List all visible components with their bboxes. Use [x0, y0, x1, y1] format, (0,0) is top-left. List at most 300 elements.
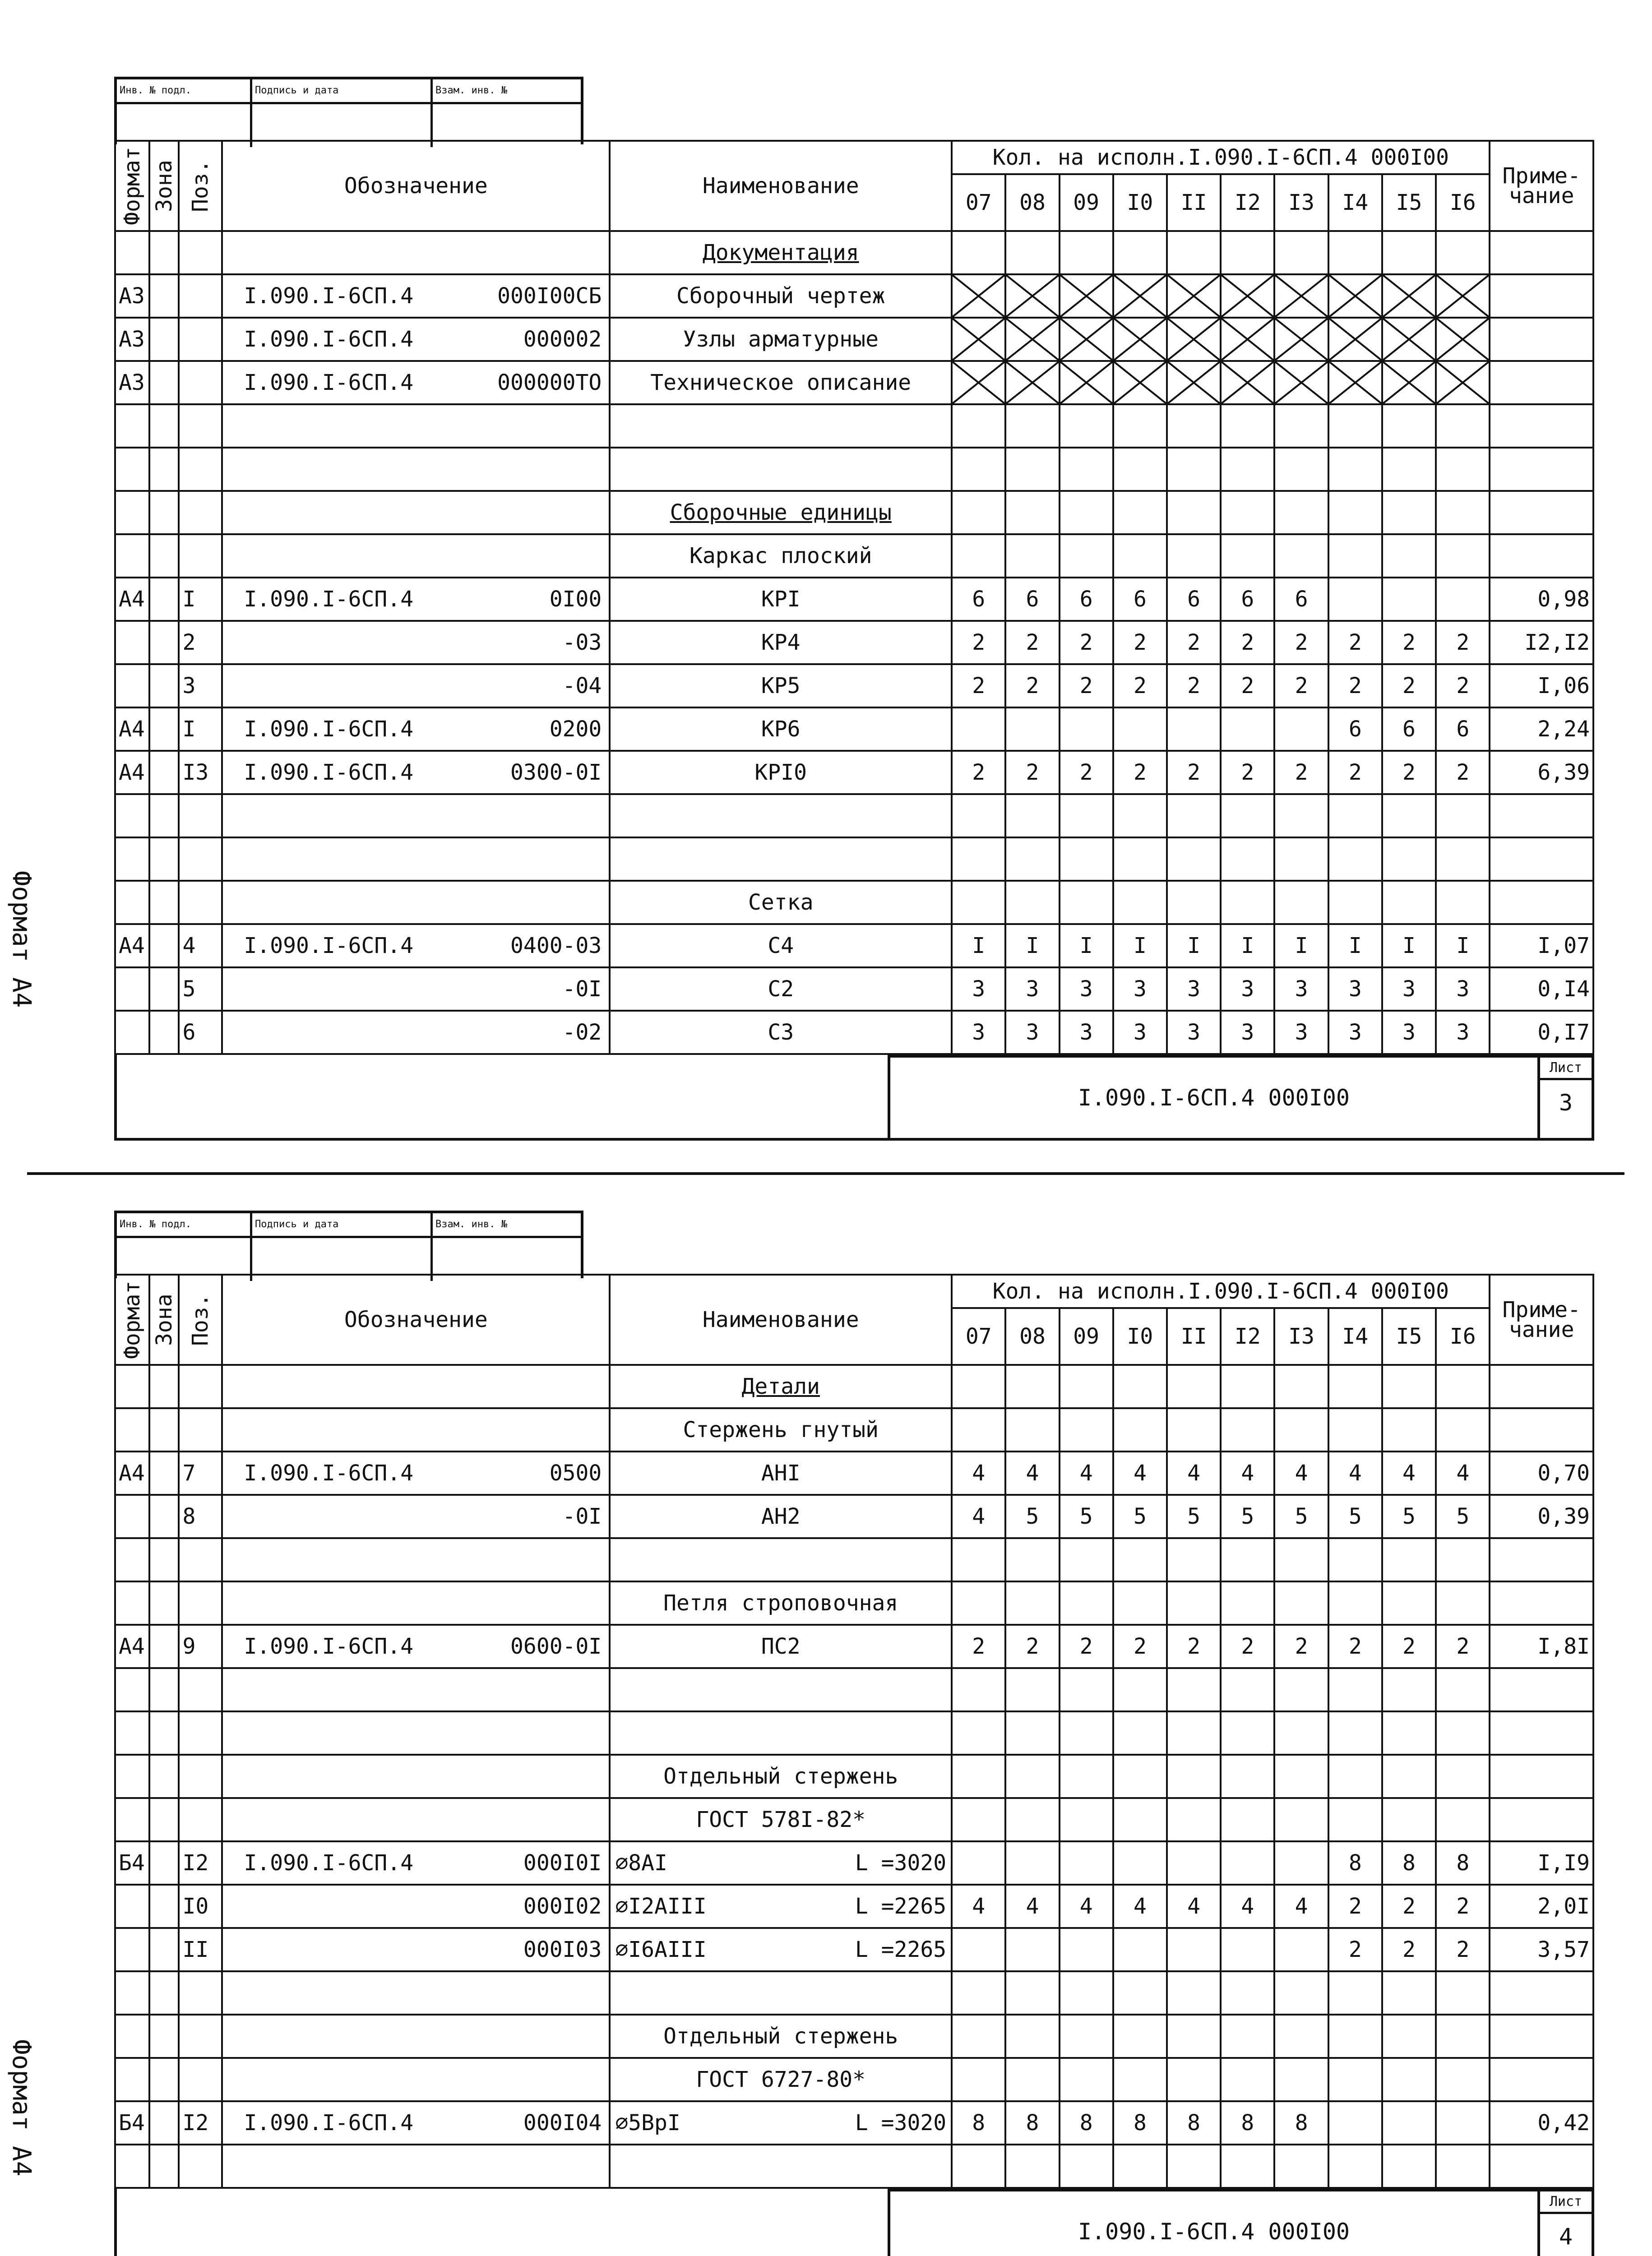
- table-row: [115, 578, 1593, 621]
- table-row: [115, 967, 1593, 1011]
- cell-naimenovanie: КР4: [610, 621, 952, 664]
- cell-zona: [149, 404, 179, 448]
- cell-primechanie: [1490, 1755, 1593, 1798]
- cell-qty: [1005, 1581, 1059, 1625]
- cell-qty: [1382, 1711, 1436, 1755]
- cell-qty: [1113, 318, 1167, 361]
- header-variant: I5: [1382, 1308, 1436, 1365]
- cell-zona: [149, 1841, 179, 1885]
- cell-qty: 5: [1328, 1495, 1382, 1538]
- header-zona: Зона: [149, 141, 179, 231]
- stamp-podpis: Подпись и дата: [252, 1213, 433, 1238]
- cell-qty: I: [1382, 924, 1436, 967]
- cell-zona: [149, 534, 179, 578]
- cell-zona: [149, 1452, 179, 1495]
- cell-qty: 5: [1274, 1495, 1328, 1538]
- cell-qty: 4: [952, 1452, 1005, 1495]
- cell-qty: 8: [1274, 2101, 1328, 2145]
- cell-format: [115, 448, 149, 491]
- cell-qty: [1382, 361, 1436, 404]
- cell-qty: [952, 1971, 1005, 2015]
- cell-primechanie: [1490, 318, 1593, 361]
- cell-primechanie: 0,70: [1490, 1452, 1593, 1495]
- cell-qty: I: [1060, 924, 1113, 967]
- cell-oboznachenie: -0I: [222, 967, 610, 1011]
- cell-format: [115, 2015, 149, 2058]
- cell-qty: [1382, 2145, 1436, 2188]
- cell-qty: [1167, 1365, 1221, 1408]
- title-block: [114, 2189, 1594, 2256]
- table-row: [115, 231, 1593, 274]
- header-variant: I4: [1328, 1308, 1382, 1365]
- cell-qty: [1436, 361, 1490, 404]
- cell-qty: I: [1274, 924, 1328, 967]
- cell-qty: [1274, 794, 1328, 837]
- cell-poz: 9: [179, 1625, 222, 1668]
- cell-naimenovanie: КРI0: [610, 751, 952, 794]
- cell-qty: [1005, 2058, 1059, 2101]
- cell-format: [115, 1538, 149, 1581]
- cell-qty: [1274, 1408, 1328, 1452]
- cell-qty: [1113, 1841, 1167, 1885]
- cell-format: Б4: [115, 2101, 149, 2145]
- cell-qty: [952, 2145, 1005, 2188]
- cell-naimenovanie: ПС2: [610, 1625, 952, 1668]
- cell-naimenovanie: Отдельный стержень: [610, 1755, 952, 1798]
- stamp-inv-podl: Инв. № подл.: [117, 79, 252, 104]
- table-row: [115, 361, 1593, 404]
- cell-primechanie: I,I9: [1490, 1841, 1593, 1885]
- table-row: [115, 404, 1593, 448]
- cell-qty: 2: [1436, 1625, 1490, 1668]
- cell-naimenovanie: КР6: [610, 707, 952, 751]
- cell-format: А4: [115, 1452, 149, 1495]
- cell-poz: [179, 274, 222, 318]
- cell-qty: 4: [1060, 1452, 1113, 1495]
- cell-primechanie: [1490, 1538, 1593, 1581]
- cell-oboznachenie: I.090.I-6СП.4 000002: [222, 318, 610, 361]
- cell-qty: [1436, 2101, 1490, 2145]
- cell-format: А4: [115, 1625, 149, 1668]
- cell-zona: [149, 231, 179, 274]
- header-variant: 09: [1060, 1308, 1113, 1365]
- cell-qty: [1436, 491, 1490, 534]
- cell-naimenovanie: Стержень гнутый: [610, 1408, 952, 1452]
- cell-qty: 4: [1005, 1452, 1059, 1495]
- cell-format: [115, 621, 149, 664]
- cell-format: [115, 1711, 149, 1755]
- cell-qty: 6: [1382, 707, 1436, 751]
- cell-qty: [1167, 1711, 1221, 1755]
- cell-qty: 2: [1113, 751, 1167, 794]
- cell-qty: 5: [1005, 1495, 1059, 1538]
- cell-qty: [1436, 1798, 1490, 1841]
- cell-qty: [1060, 231, 1113, 274]
- table-row: [115, 837, 1593, 881]
- cell-qty: [1221, 2058, 1274, 2101]
- cell-qty: [1060, 1971, 1113, 2015]
- cell-oboznachenie: [222, 231, 610, 274]
- cell-primechanie: [1490, 1668, 1593, 1711]
- cell-primechanie: I,07: [1490, 924, 1593, 967]
- cell-qty: 2: [1328, 621, 1382, 664]
- cell-qty: [1274, 1971, 1328, 2015]
- cell-qty: 2: [1436, 1928, 1490, 1971]
- cell-qty: 5: [1382, 1495, 1436, 1538]
- cell-qty: [1005, 1365, 1059, 1408]
- cell-naimenovanie: С3: [610, 1011, 952, 1054]
- format-side-label: Формат А4: [7, 2039, 36, 2177]
- cell-qty: [1328, 231, 1382, 274]
- list-label: Лист: [1540, 2191, 1592, 2214]
- cell-qty: [1274, 491, 1328, 534]
- cell-qty: [1113, 448, 1167, 491]
- cell-qty: 4: [1167, 1452, 1221, 1495]
- cell-qty: [1274, 1841, 1328, 1885]
- cell-format: [115, 491, 149, 534]
- cell-qty: [952, 404, 1005, 448]
- cell-qty: 3: [1328, 967, 1382, 1011]
- header-format: Формат: [115, 141, 149, 231]
- cell-qty: [1382, 231, 1436, 274]
- cell-qty: [1167, 274, 1221, 318]
- cell-qty: [1167, 707, 1221, 751]
- cell-primechanie: [1490, 448, 1593, 491]
- cell-poz: [179, 1538, 222, 1581]
- cell-poz: [179, 1581, 222, 1625]
- header-variant: I2: [1221, 174, 1274, 231]
- cell-oboznachenie: [222, 1408, 610, 1452]
- cell-qty: [1005, 1408, 1059, 1452]
- cell-poz: 6: [179, 1011, 222, 1054]
- cell-qty: [1221, 1971, 1274, 2015]
- cell-qty: 2: [1382, 1625, 1436, 1668]
- cell-qty: [1382, 1971, 1436, 2015]
- table-row: [115, 2101, 1593, 2145]
- cell-qty: [1436, 1365, 1490, 1408]
- cell-poz: [179, 1971, 222, 2015]
- table-row: [115, 1452, 1593, 1495]
- cell-qty: [1274, 1755, 1328, 1798]
- cell-primechanie: I2,I2: [1490, 621, 1593, 664]
- cell-naimenovanie: [610, 794, 952, 837]
- cell-qty: [1221, 1755, 1274, 1798]
- cell-oboznachenie: I.090.I-6СП.4 000000ТО: [222, 361, 610, 404]
- table-row: [115, 534, 1593, 578]
- cell-qty: [1382, 491, 1436, 534]
- cell-qty: [1436, 534, 1490, 578]
- header-kol: Кол. на исполн.I.090.I-6СП.4 000I00: [952, 1275, 1490, 1308]
- cell-qty: [1382, 404, 1436, 448]
- cell-poz: 2: [179, 621, 222, 664]
- table-row: [115, 1668, 1593, 1711]
- cell-qty: [1436, 318, 1490, 361]
- cell-qty: [1221, 2015, 1274, 2058]
- cell-poz: [179, 2058, 222, 2101]
- cell-format: [115, 1885, 149, 1928]
- cell-oboznachenie: -0I: [222, 1495, 610, 1538]
- cell-qty: [1328, 1971, 1382, 2015]
- cell-primechanie: [1490, 794, 1593, 837]
- cell-qty: [1060, 794, 1113, 837]
- cell-qty: [1328, 837, 1382, 881]
- cell-qty: [1167, 837, 1221, 881]
- table-row: [115, 2145, 1593, 2188]
- cell-qty: 2: [1274, 664, 1328, 707]
- cell-zona: [149, 1885, 179, 1928]
- cell-zona: [149, 881, 179, 924]
- cell-qty: 2: [952, 664, 1005, 707]
- cell-qty: [1060, 1365, 1113, 1408]
- cell-primechanie: 0,98: [1490, 578, 1593, 621]
- cell-qty: 2: [1328, 751, 1382, 794]
- cell-qty: [1113, 274, 1167, 318]
- cell-poz: [179, 534, 222, 578]
- cell-qty: [1436, 1971, 1490, 2015]
- cell-qty: [1113, 1408, 1167, 1452]
- cell-qty: [1167, 1408, 1221, 1452]
- cell-qty: [1167, 231, 1221, 274]
- header-variant: I5: [1382, 174, 1436, 231]
- cell-qty: 2: [1436, 751, 1490, 794]
- cell-primechanie: [1490, 1798, 1593, 1841]
- cell-poz: 4: [179, 924, 222, 967]
- table-row: [115, 924, 1593, 967]
- cell-qty: [1436, 2015, 1490, 2058]
- cell-qty: 3: [952, 1011, 1005, 1054]
- cell-qty: 2: [1328, 1625, 1382, 1668]
- cell-qty: [1113, 491, 1167, 534]
- cell-oboznachenie: -02: [222, 1011, 610, 1054]
- cell-qty: [1328, 1755, 1382, 1798]
- header-poz: Поз.: [179, 1275, 222, 1365]
- cell-qty: [1382, 837, 1436, 881]
- cell-zona: [149, 1971, 179, 2015]
- cell-qty: [1436, 1755, 1490, 1798]
- cell-qty: [1382, 1668, 1436, 1711]
- table-row: [115, 1755, 1593, 1798]
- cell-poz: I2: [179, 1841, 222, 1885]
- cell-poz: [179, 2015, 222, 2058]
- cell-qty: [1274, 1798, 1328, 1841]
- doc-code: I.090.I-6СП.4 000I00: [1078, 2219, 1350, 2245]
- table-row: [115, 491, 1593, 534]
- header-format: Формат: [115, 1275, 149, 1365]
- stamp-vzam: Взам. инв. №: [433, 79, 581, 104]
- cell-qty: [1274, 881, 1328, 924]
- cell-qty: [952, 1365, 1005, 1408]
- cell-qty: [1328, 1365, 1382, 1408]
- cell-qty: [1436, 274, 1490, 318]
- cell-qty: [1167, 1928, 1221, 1971]
- stamp-inv-podl: Инв. № подл.: [117, 1213, 252, 1238]
- cell-naimenovanie: Узлы арматурные: [610, 318, 952, 361]
- cell-qty: [952, 2015, 1005, 2058]
- cell-oboznachenie: I.090.I-6СП.4 0200: [222, 707, 610, 751]
- cell-qty: [1005, 1755, 1059, 1798]
- cell-zona: [149, 924, 179, 967]
- cell-qty: [1274, 1668, 1328, 1711]
- cell-poz: [179, 881, 222, 924]
- cell-zona: [149, 448, 179, 491]
- cell-zona: [149, 2058, 179, 2101]
- cell-qty: [1221, 1711, 1274, 1755]
- cell-qty: 3: [1382, 967, 1436, 1011]
- cell-format: [115, 1755, 149, 1798]
- cell-qty: [1274, 534, 1328, 578]
- cell-oboznachenie: [222, 1365, 610, 1408]
- cell-naimenovanie: КРI: [610, 578, 952, 621]
- cell-qty: [1221, 837, 1274, 881]
- cell-qty: 5: [1113, 1495, 1167, 1538]
- cell-primechanie: [1490, 361, 1593, 404]
- cell-qty: [1382, 318, 1436, 361]
- cell-qty: [952, 837, 1005, 881]
- cell-qty: [952, 534, 1005, 578]
- table-row: [115, 1885, 1593, 1928]
- cell-qty: 2: [952, 751, 1005, 794]
- cell-format: А4: [115, 751, 149, 794]
- cell-qty: 6: [1005, 578, 1059, 621]
- header-variant: II: [1167, 174, 1221, 231]
- cell-qty: 6: [1221, 578, 1274, 621]
- table-row: [115, 1538, 1593, 1581]
- cell-naimenovanie: Документация: [610, 231, 952, 274]
- cell-qty: 3: [1167, 967, 1221, 1011]
- cell-qty: 2: [1274, 1625, 1328, 1668]
- cell-qty: [1274, 1538, 1328, 1581]
- cell-qty: [1167, 1538, 1221, 1581]
- cell-qty: 4: [1436, 1452, 1490, 1495]
- cell-zona: [149, 1581, 179, 1625]
- cell-qty: [1167, 361, 1221, 404]
- cell-qty: [1167, 1798, 1221, 1841]
- cell-qty: [1113, 1755, 1167, 1798]
- cell-qty: [1274, 361, 1328, 404]
- cell-poz: [179, 1711, 222, 1755]
- cell-primechanie: [1490, 1711, 1593, 1755]
- cell-qty: [1167, 318, 1221, 361]
- cell-qty: 5: [1060, 1495, 1113, 1538]
- cell-oboznachenie: I.090.I-6СП.4 0400-03: [222, 924, 610, 967]
- cell-zona: [149, 1711, 179, 1755]
- table-row: [115, 1971, 1593, 2015]
- cell-qty: 3: [1005, 967, 1059, 1011]
- cell-zona: [149, 1538, 179, 1581]
- cell-qty: 6: [952, 578, 1005, 621]
- cell-qty: [1113, 1668, 1167, 1711]
- cell-qty: 3: [1436, 967, 1490, 1011]
- cell-oboznachenie: [222, 837, 610, 881]
- cell-qty: [1005, 707, 1059, 751]
- cell-primechanie: [1490, 2145, 1593, 2188]
- cell-qty: [1382, 534, 1436, 578]
- header-variant: I0: [1113, 1308, 1167, 1365]
- cell-qty: [952, 1755, 1005, 1798]
- cell-qty: [952, 1581, 1005, 1625]
- cell-format: А3: [115, 361, 149, 404]
- cell-qty: [1060, 1668, 1113, 1711]
- cell-qty: 2: [1221, 1625, 1274, 1668]
- cell-qty: I: [1167, 924, 1221, 967]
- cell-qty: [1328, 534, 1382, 578]
- cell-qty: [1221, 534, 1274, 578]
- cell-qty: 6: [1113, 578, 1167, 621]
- cell-qty: 4: [1113, 1452, 1167, 1495]
- header-variant: 08: [1005, 174, 1059, 231]
- cell-poz: [179, 2145, 222, 2188]
- cell-qty: 4: [1274, 1885, 1328, 1928]
- cell-primechanie: [1490, 1365, 1593, 1408]
- cell-naimenovanie: ⌀8АI L =3020: [610, 1841, 952, 1885]
- cell-qty: [1113, 231, 1167, 274]
- cell-qty: 3: [1274, 967, 1328, 1011]
- cell-qty: [1328, 578, 1382, 621]
- cell-qty: I: [1221, 924, 1274, 967]
- table-row: [115, 448, 1593, 491]
- cell-naimenovanie: Сборочный чертеж: [610, 274, 952, 318]
- cell-poz: [179, 1668, 222, 1711]
- cell-qty: [1436, 837, 1490, 881]
- cell-oboznachenie: 000I03: [222, 1928, 610, 1971]
- cell-qty: 4: [1221, 1452, 1274, 1495]
- cell-oboznachenie: [222, 2015, 610, 2058]
- cell-qty: [1328, 1711, 1382, 1755]
- cell-qty: [1274, 274, 1328, 318]
- cell-qty: [1060, 881, 1113, 924]
- cell-format: [115, 534, 149, 578]
- cell-qty: I: [952, 924, 1005, 967]
- cell-qty: [1221, 1408, 1274, 1452]
- spec-table: [114, 140, 1594, 1055]
- cell-qty: 2: [1167, 664, 1221, 707]
- cell-qty: [1328, 1408, 1382, 1452]
- cell-qty: [1060, 837, 1113, 881]
- cell-naimenovanie: [610, 2145, 952, 2188]
- cell-qty: [1221, 274, 1274, 318]
- cell-zona: [149, 794, 179, 837]
- cell-qty: [1060, 2145, 1113, 2188]
- cell-primechanie: 0,I4: [1490, 967, 1593, 1011]
- cell-qty: 6: [1274, 578, 1328, 621]
- cell-qty: 2: [1436, 621, 1490, 664]
- cell-zona: [149, 2101, 179, 2145]
- cell-qty: [1167, 448, 1221, 491]
- cell-qty: [1221, 448, 1274, 491]
- cell-primechanie: [1490, 881, 1593, 924]
- cell-qty: [1221, 1538, 1274, 1581]
- cell-qty: [1005, 361, 1059, 404]
- cell-qty: [1436, 1668, 1490, 1711]
- header-variant: I3: [1274, 174, 1328, 231]
- cell-qty: [1005, 534, 1059, 578]
- cell-qty: [1167, 1668, 1221, 1711]
- cell-oboznachenie: I.090.I-6СП.4 000I0I: [222, 1841, 610, 1885]
- cell-format: [115, 1581, 149, 1625]
- cell-qty: [1113, 837, 1167, 881]
- cell-qty: [1005, 1798, 1059, 1841]
- cell-qty: 2: [1060, 664, 1113, 707]
- header-variant: I3: [1274, 1308, 1328, 1365]
- cell-qty: [1328, 1581, 1382, 1625]
- cell-qty: [1382, 274, 1436, 318]
- cell-format: А4: [115, 707, 149, 751]
- cell-format: А4: [115, 578, 149, 621]
- header-variant: 08: [1005, 1308, 1059, 1365]
- cell-naimenovanie: ⌀I2АIII L =2265: [610, 1885, 952, 1928]
- cell-qty: [1060, 1841, 1113, 1885]
- cell-qty: [952, 2058, 1005, 2101]
